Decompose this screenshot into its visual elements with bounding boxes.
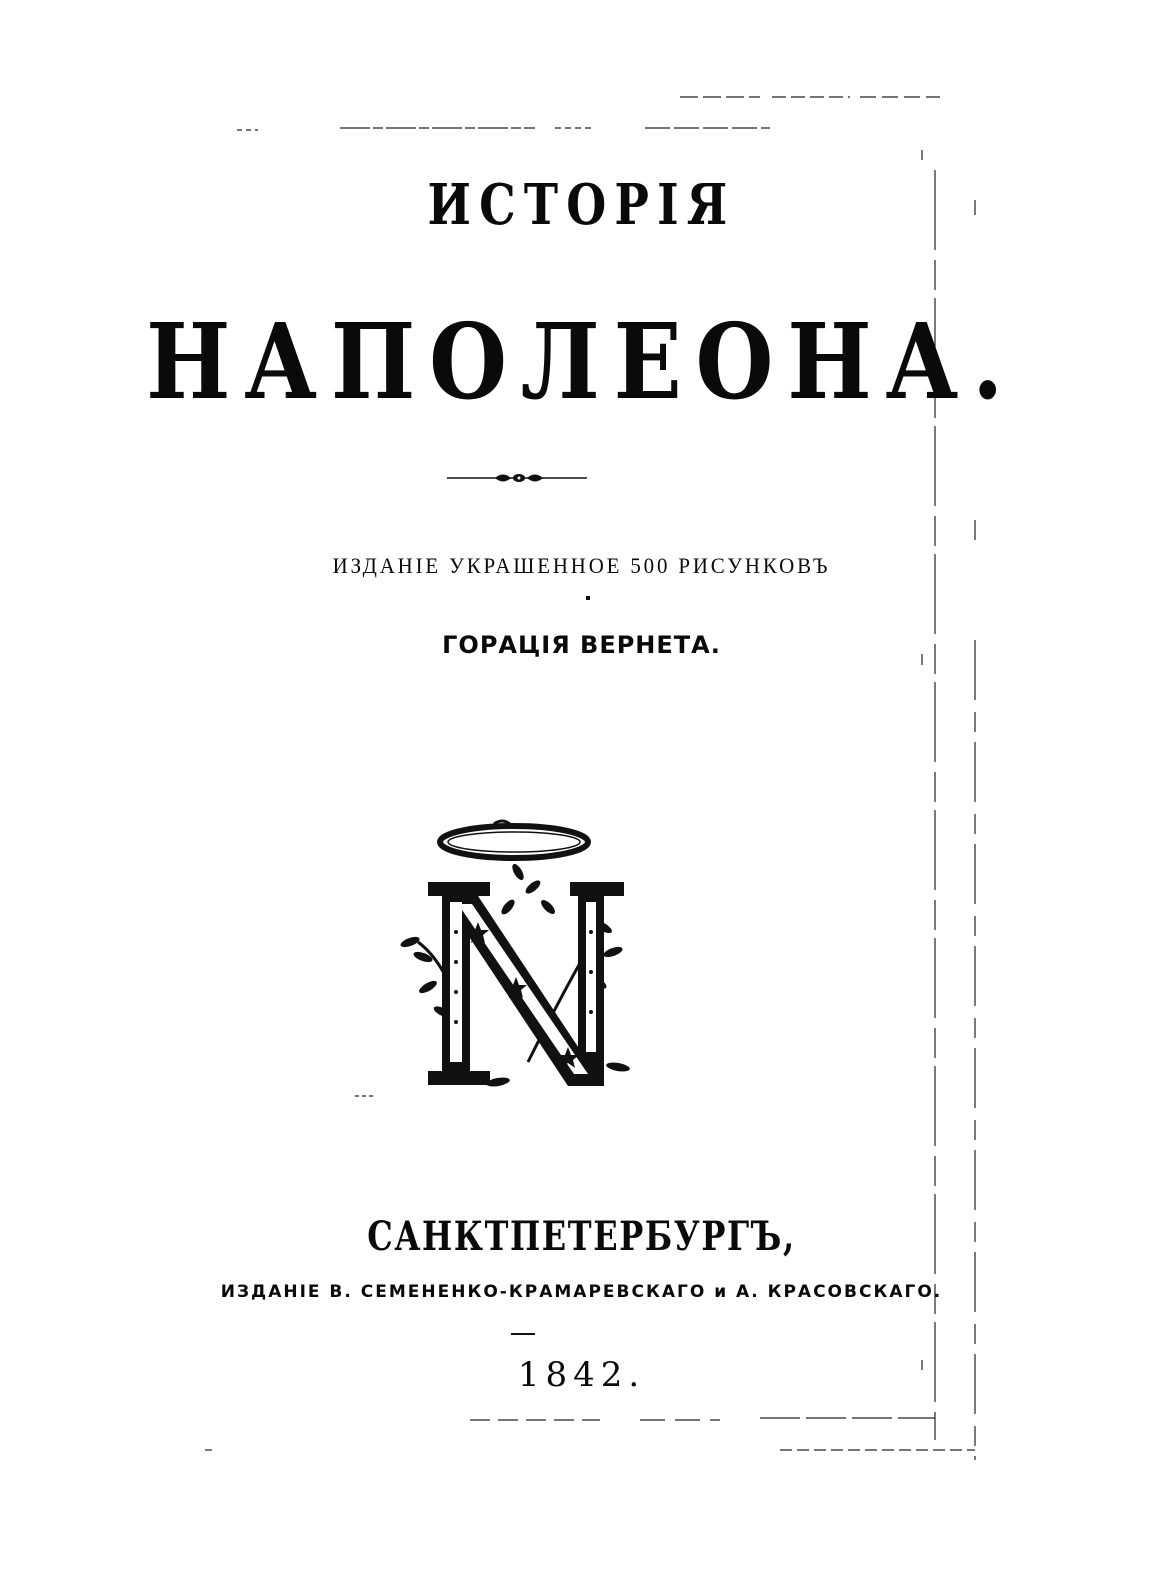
publisher-line: ИЗДАНІЕ В. СЕМЕНЕНКО-КРАМАРЕВСКАГО и А. КРАСОВСКАГО. (220, 1282, 943, 1302)
year-line: 1842. (517, 1355, 646, 1395)
ink-dot (586, 596, 590, 600)
author-line: ГОРАЦІЯ ВЕРНЕТА. (442, 631, 721, 659)
napoleon-monogram-emblem (398, 812, 658, 1102)
divider-ornament (447, 467, 587, 489)
separator-dash (511, 1333, 535, 1335)
subtitle: ИЗДАНІЕ УКРАШЕННОЕ 500 РИСУНКОВЪ (332, 553, 831, 578)
city-line: САНКТПЕТЕРБУРГЪ, (367, 1213, 796, 1260)
title-line-2: НАПОЛЕОНА. (146, 300, 1017, 423)
title-line-1: ИСТОРІЯ (427, 172, 736, 238)
